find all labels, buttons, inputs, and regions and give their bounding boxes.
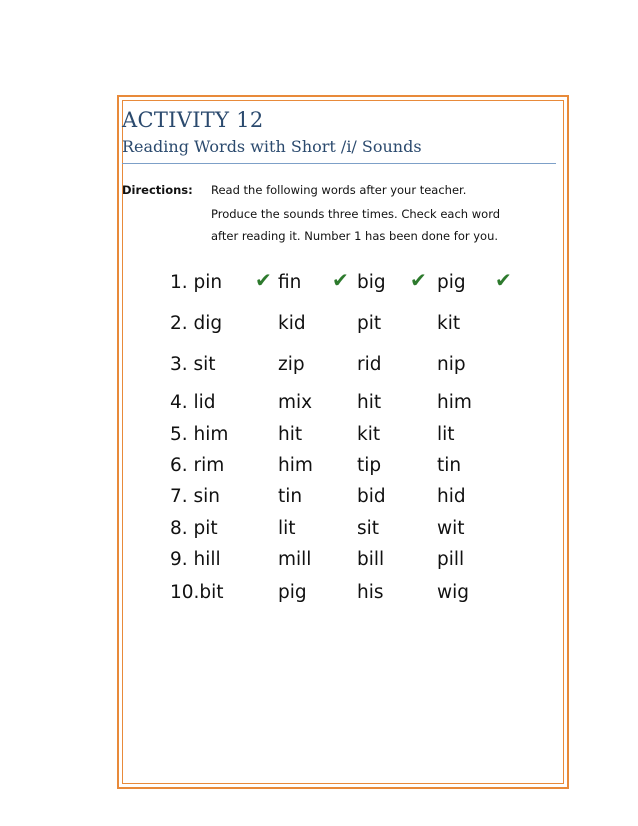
- row-9-word-3: bill: [357, 549, 385, 570]
- row-9-word-4: pill: [437, 549, 465, 570]
- row-4-word-2: mix: [278, 392, 313, 413]
- title-divider: [122, 163, 556, 164]
- row-3-number-word: 3. sit: [170, 354, 216, 375]
- row-1-word-4: pig: [437, 272, 466, 293]
- checkmark-icon: ✔: [495, 268, 512, 292]
- row-4-word-4: him: [437, 392, 472, 413]
- row-6-word-3: tip: [357, 455, 382, 476]
- row-7-number-word: 7. sin: [170, 486, 221, 507]
- row-1-word-2: fin: [278, 272, 302, 293]
- row-5-word-2: hit: [278, 424, 303, 445]
- row-3-word-2: zip: [278, 354, 305, 375]
- row-4-number-word: 4. lid: [170, 392, 216, 413]
- row-3-word-3: rid: [357, 354, 382, 375]
- checkmark-icon: ✔: [332, 268, 349, 292]
- row-6-word-2: him: [278, 455, 313, 476]
- row-6-number-word: 6. rim: [170, 455, 225, 476]
- checkmark-icon: ✔: [410, 268, 427, 292]
- directions-line-2: Produce the sounds three times. Check each word: [211, 207, 501, 221]
- row-1-number-word: 1. pin: [170, 272, 223, 293]
- row-9-number-word: 9. hill: [170, 549, 221, 570]
- row-5-word-4: lit: [437, 424, 455, 445]
- row-10-word-3: his: [357, 582, 384, 603]
- row-10-word-4: wig: [437, 582, 470, 603]
- row-5-number-word: 5. him: [170, 424, 229, 445]
- activity-subtitle: Reading Words with Short /i/ Sounds: [122, 137, 422, 156]
- row-2-word-3: pit: [357, 313, 382, 334]
- row-2-word-2: kid: [278, 313, 306, 334]
- row-8-word-3: sit: [357, 518, 380, 539]
- row-7-word-4: hid: [437, 486, 466, 507]
- row-7-word-3: bid: [357, 486, 386, 507]
- row-6-word-4: tin: [437, 455, 462, 476]
- activity-title: ACTIVITY 12: [122, 108, 264, 132]
- directions-line-1: Read the following words after your teacher.: [211, 183, 467, 197]
- row-4-word-3: hit: [357, 392, 382, 413]
- row-3-word-4: nip: [437, 354, 466, 375]
- row-5-word-3: kit: [357, 424, 381, 445]
- row-9-word-2: mill: [278, 549, 312, 570]
- row-8-word-4: wit: [437, 518, 465, 539]
- row-10-word-2: pig: [278, 582, 307, 603]
- directions-line-3: after reading it. Number 1 has been done for you.: [211, 229, 499, 243]
- row-8-word-2: lit: [278, 518, 296, 539]
- row-2-word-4: kit: [437, 313, 461, 334]
- directions-label: Directions:: [122, 183, 193, 197]
- row-8-number-word: 8. pit: [170, 518, 218, 539]
- row-1-word-3: big: [357, 272, 386, 293]
- row-7-word-2: tin: [278, 486, 303, 507]
- checkmark-icon: ✔: [255, 268, 272, 292]
- row-2-number-word: 2. dig: [170, 313, 223, 334]
- row-10-number-word: 10.bit: [170, 582, 224, 603]
